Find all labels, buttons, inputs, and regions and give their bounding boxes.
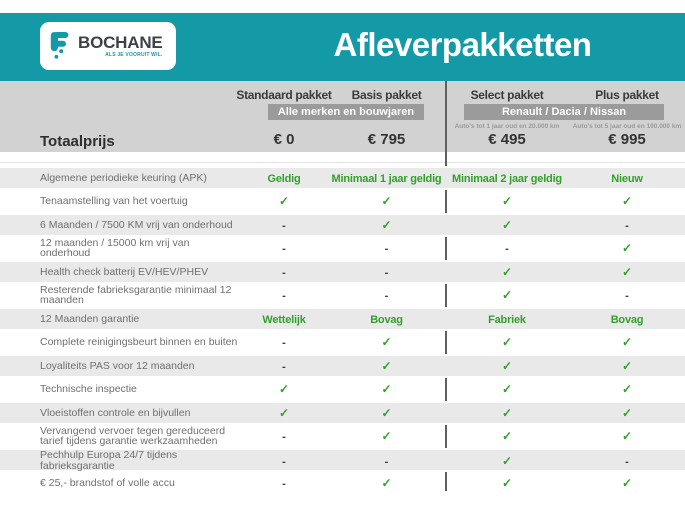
cell-basis [328,286,445,304]
check-icon: ✓ [278,382,290,397]
row-label: € 25,- brandstof of volle accu [40,477,175,489]
check-icon: ✓ [621,264,633,279]
check-icon: ✓ [381,358,392,373]
badge-renault-dacia-nissan: Renault / Dacia / Nissan [464,104,664,120]
cell-plus [569,427,685,445]
cell-text: Minimaal 2 jaar geldig [452,172,562,185]
cell-basis [328,239,445,257]
check-icon: ✓ [621,194,633,209]
dash-icon: - [384,243,389,256]
cell-text: Bovag [370,313,403,326]
dash-icon: - [384,266,389,279]
cell-plus [569,263,685,281]
row-label: Technische inspectie [40,383,137,395]
header-separator-line [0,162,685,163]
cell-select [445,380,569,398]
check-icon: ✓ [621,429,633,444]
check-icon: ✓ [501,429,513,444]
cell-basis [328,169,445,187]
logo-tagline: ALS JE VOORUIT WIL. [105,52,163,58]
check-icon: ✓ [381,476,392,491]
check-icon: ✓ [501,194,513,209]
table-row [0,166,685,190]
cell-standaard [240,239,328,257]
table-row [0,472,685,496]
cell-select [445,169,569,187]
table-row [0,378,685,402]
cell-select [445,452,569,470]
cell-select [445,333,569,351]
table-row [0,331,685,355]
check-icon: ✓ [381,382,392,397]
cell-standaard [240,263,328,281]
cell-select [445,357,569,375]
total-price-label: Totaalprijs [40,133,115,150]
table-row [0,237,685,261]
dash-icon: - [384,455,389,468]
check-icon: ✓ [381,335,392,350]
check-icon: ✓ [278,194,290,209]
cell-basis [328,333,445,351]
price-plus: € 995 [608,131,646,148]
check-icon: ✓ [501,382,513,397]
note-plus: Auto's tot 5 jaar oud en 100.000 km [572,123,682,130]
dash-icon: - [282,431,286,444]
cell-basis [328,192,445,210]
cell-select [445,216,569,234]
check-icon: ✓ [621,358,633,373]
row-label: Pechhulp Europa 24/7 tijdens fabrieksgarantie [40,449,178,472]
check-icon: ✓ [381,405,392,420]
dash-icon: - [282,266,286,279]
dash-icon: - [625,290,629,303]
table-row [0,401,685,425]
row-label: Vervangend vervoer tegen gereduceerd tarief tijdens garantie werkzaamheden [40,424,226,448]
check-icon: ✓ [501,217,513,232]
dash-icon: - [625,455,629,468]
cell-basis [328,474,445,492]
check-icon: ✓ [621,405,633,420]
check-icon: ✓ [501,476,513,491]
cell-plus [569,216,685,234]
cell-select [445,192,569,210]
cell-plus [569,452,685,470]
cell-plus [569,380,685,398]
bochane-logo [40,22,176,70]
cell-plus [569,310,685,328]
row-label: Tenaamstelling van het voertuig [40,195,188,207]
table-row [0,213,685,237]
check-icon: ✓ [501,288,513,303]
cell-plus [569,169,685,187]
cell-basis [328,452,445,470]
price-basis: € 795 [367,131,406,148]
cell-basis [328,427,445,445]
cell-plus [569,357,685,375]
dash-icon: - [625,219,629,232]
row-label: 12 Maanden garantie [40,312,140,325]
cell-select [445,404,569,422]
cell-plus [569,333,685,351]
row-label: 6 Maanden / 7500 KM vrij van onderhoud [40,218,233,231]
cell-standaard [240,216,328,234]
bochane-logo-icon [50,28,74,65]
dash-icon: - [505,243,509,256]
cell-standaard [240,404,328,422]
row-label: Algemene periodieke keuring (APK) [40,171,207,184]
column-header-select: Select pakket [470,88,544,102]
row-label: Health check batterij EV/HEV/PHEV [40,265,209,278]
cell-basis [328,404,445,422]
check-icon: ✓ [381,429,392,444]
row-label: Loyaliteits PAS voor 12 maanden [40,359,195,372]
table-row [0,260,685,284]
cell-plus [569,404,685,422]
check-icon: ✓ [381,194,392,209]
table-row [0,284,685,308]
table-row [0,307,685,331]
check-icon: ✓ [501,358,513,373]
table-row [0,190,685,214]
check-icon: ✓ [381,217,392,232]
page-title: Afleverpakketten [333,26,592,63]
price-select: € 495 [488,131,526,148]
logo-name: BOCHANE [78,33,163,52]
cell-standaard [240,286,328,304]
cell-plus [569,286,685,304]
package-header-band [0,81,685,152]
table-row [0,425,685,449]
cell-basis [328,357,445,375]
row-label: Complete reinigingsbeurt binnen en buiten [40,336,238,348]
dash-icon: - [282,290,286,303]
cell-standaard [240,380,328,398]
cell-text: Wettelijk [262,313,306,326]
check-icon: ✓ [278,405,290,420]
cell-standaard [240,427,328,445]
cell-basis [328,310,445,328]
dash-icon: - [384,290,389,303]
cell-text: Bovag [610,313,644,326]
feature-table [0,166,685,495]
price-standaard: € 0 [273,131,295,148]
badge-alle-merken: Alle merken en bouwjaren [268,104,424,120]
cell-select [445,239,569,257]
check-icon: ✓ [501,453,513,468]
column-header-plus: Plus pakket [595,88,659,102]
check-icon: ✓ [621,241,633,256]
check-icon: ✓ [501,335,513,350]
cell-plus [569,474,685,492]
dash-icon: - [282,243,286,256]
dash-icon: - [282,337,286,350]
column-header-standaard: Standaard pakket [236,88,332,102]
cell-standaard [240,452,328,470]
dash-icon: - [282,455,286,468]
cell-standaard [240,310,328,328]
cell-plus [569,192,685,210]
dash-icon: - [282,219,286,232]
check-icon: ✓ [621,382,633,397]
cell-standaard [240,192,328,210]
table-row [0,448,685,472]
note-select: Auto's tot 1 jaar oud en 20.000 km [454,123,560,130]
check-icon: ✓ [501,264,513,279]
dash-icon: - [282,360,286,373]
cell-select [445,286,569,304]
cell-text: Nieuw [611,172,643,185]
row-label: Vloeistoffen controle en bijvullen [40,406,191,419]
cell-text: Minimaal 1 jaar geldig [331,172,442,185]
check-icon: ✓ [621,335,633,350]
cell-plus [569,239,685,257]
table-row [0,354,685,378]
cell-basis [328,380,445,398]
cell-basis [328,216,445,234]
cell-select [445,263,569,281]
check-icon: ✓ [621,476,633,491]
row-label: 12 maanden / 15000 km vrij van onderhoud [40,236,190,260]
cell-select [445,427,569,445]
cell-standaard [240,474,328,492]
cell-standaard [240,357,328,375]
check-icon: ✓ [501,405,513,420]
column-header-basis: Basis pakket [351,88,422,102]
cell-standaard [240,169,328,187]
cell-select [445,474,569,492]
row-label: Resterende fabrieksgarantie minimaal 12 maanden [40,283,232,307]
cell-basis [328,263,445,281]
dash-icon: - [282,478,286,491]
cell-text: Geldig [267,172,301,185]
cell-text: Fabriek [488,313,526,326]
cell-select [445,310,569,328]
cell-standaard [240,333,328,351]
